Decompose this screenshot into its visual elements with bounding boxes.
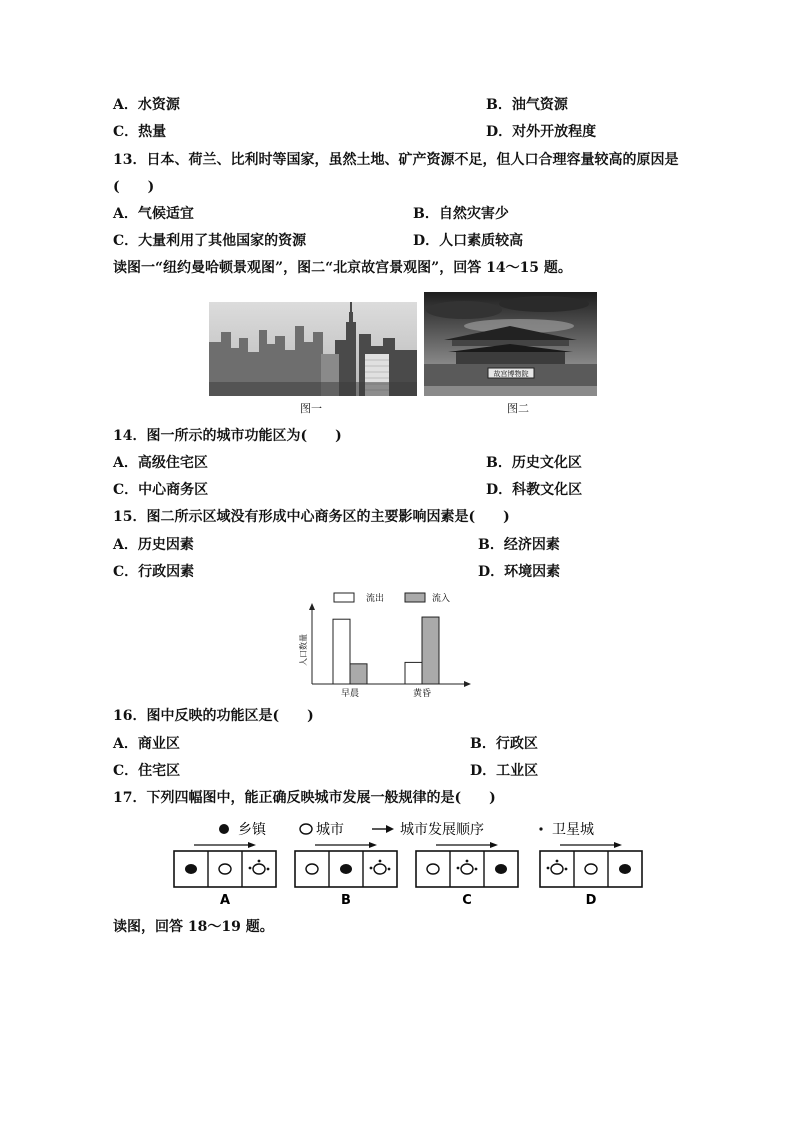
- diagram-d-order-arrowhead: [614, 842, 622, 848]
- q14-option-d: D．科教文化区: [486, 482, 583, 498]
- figure-2-caption: 图二: [507, 402, 529, 415]
- q14-option-b: B．历史文化区: [486, 455, 582, 471]
- diagram-b-satellite-dot-icon: [370, 867, 373, 870]
- legend-satellite-label: 卫星城: [552, 822, 594, 838]
- q12-option-b: B．油气资源: [486, 97, 568, 113]
- diagram-c-order-arrowhead: [490, 842, 498, 848]
- y-axis-arrow: [309, 603, 315, 610]
- q12-option-c: C．热量: [113, 124, 167, 140]
- intro-14-15: 读图一“纽约曼哈顿景观图”，图二“北京故宫景观图”，回答 14～15 题。: [113, 260, 572, 276]
- diagram-c-town-dot-icon: [495, 864, 507, 874]
- legend-swatch-outflow: [334, 593, 354, 602]
- q15-option-b: B．经济因素: [478, 537, 560, 553]
- diagram-d-label: D: [585, 893, 597, 908]
- q17-stem: 17．下列四幅图中，能正确反映城市发展一般规律的是( ): [113, 790, 496, 806]
- diagram-a-satellite-city-icon: [253, 864, 265, 874]
- q13-stem: 13．日本、荷兰、比利时等国家，虽然土地、矿产资源不足，但人口合理容量较高的原因是: [113, 152, 679, 168]
- diagram-a-label: A: [219, 893, 231, 908]
- legend-label-outflow: 流出: [366, 594, 385, 604]
- diagram-a-satellite-dot-icon: [267, 868, 270, 871]
- diagram-c-satellite-dot-icon: [466, 860, 469, 863]
- legend-town-dot-icon: [219, 824, 229, 834]
- diagram-a-city-circle-icon: [219, 864, 231, 874]
- diagram-c-satellite-city-icon: [461, 864, 473, 874]
- q12-option-a: A．水资源: [113, 97, 180, 113]
- diagram-b-satellite-dot-icon: [388, 868, 391, 871]
- diagram-a-town-dot-icon: [185, 864, 197, 874]
- population-flow-chart: [290, 588, 480, 700]
- diagram-b-satellite-city-icon: [374, 864, 386, 874]
- figure-1-caption: 图一: [300, 402, 322, 415]
- q13-option-c: C．大量利用了其他国家的资源: [113, 233, 307, 249]
- legend-city-label: 城市: [316, 822, 344, 838]
- figure-2-palace-photo: [424, 292, 597, 396]
- diagram-c-satellite-dot-icon: [457, 867, 460, 870]
- diagram-d-satellite-city-icon: [551, 864, 563, 874]
- q15-stem: 15．图二所示区域没有形成中心商务区的主要影响因素是( ): [113, 509, 510, 525]
- diagram-b-satellite-dot-icon: [379, 860, 382, 863]
- palace-plaque-text: 故宫博物院: [493, 370, 529, 378]
- q15-option-a: A．历史因素: [113, 537, 194, 553]
- q14-stem: 14．图一所示的城市功能区为( ): [113, 428, 342, 444]
- legend-swatch-inflow: [405, 593, 425, 602]
- intro-18-19: 读图，回答 18～19 题。: [113, 919, 274, 935]
- legend-city-circle-icon: [300, 824, 312, 834]
- q17-urban-development-diagram: [170, 818, 650, 912]
- bar-outflow-morning: [333, 619, 350, 684]
- figure-1-manhattan-photo: [209, 302, 417, 396]
- legend-satellite-dot-icon: [539, 827, 542, 830]
- q13-option-a: A．气候适宜: [113, 206, 194, 222]
- diagram-d-satellite-dot-icon: [565, 868, 568, 871]
- bar-inflow-evening: [422, 617, 439, 684]
- q16-option-b: B．行政区: [470, 736, 538, 752]
- diagram-d-satellite-dot-icon: [547, 867, 550, 870]
- diagram-c-city-circle-icon: [427, 864, 439, 874]
- diagram-c-label: C: [462, 893, 472, 908]
- x-tick-morning: 早晨: [340, 689, 360, 699]
- y-axis-label: 人口数量: [299, 634, 308, 666]
- x-axis-arrow: [464, 681, 471, 687]
- q16-option-c: C．住宅区: [113, 763, 181, 779]
- q14-option-a: A．高级住宅区: [113, 455, 208, 471]
- q16-stem: 16．图中反映的功能区是( ): [113, 708, 314, 724]
- q16-option-a: A．商业区: [113, 736, 180, 752]
- q13-option-b: B．自然灾害少: [413, 206, 509, 222]
- q12-option-d: D．对外开放程度: [486, 124, 597, 140]
- diagram-c-satellite-dot-icon: [475, 868, 478, 871]
- diagram-a-satellite-dot-icon: [249, 867, 252, 870]
- diagram-a-order-arrowhead: [248, 842, 256, 848]
- diagram-d-town-dot-icon: [619, 864, 631, 874]
- q13-answer-paren: ( ): [113, 179, 155, 195]
- diagram-b-city-circle-icon: [306, 864, 318, 874]
- bar-inflow-morning: [350, 664, 367, 684]
- x-tick-evening: 黄昏: [412, 689, 432, 699]
- legend-order-label: 城市发展顺序: [400, 822, 484, 838]
- q15-option-c: C．行政因素: [113, 564, 195, 580]
- diagram-b-label: B: [341, 893, 351, 908]
- diagram-d-satellite-dot-icon: [556, 860, 559, 863]
- diagram-d-city-circle-icon: [585, 864, 597, 874]
- legend-label-inflow: 流入: [432, 594, 451, 604]
- diagram-b-order-arrowhead: [369, 842, 377, 848]
- legend-town-label: 乡镇: [238, 822, 266, 838]
- q16-option-d: D．工业区: [470, 763, 539, 779]
- diagram-b-town-dot-icon: [340, 864, 352, 874]
- q14-option-c: C．中心商务区: [113, 482, 209, 498]
- diagram-a-satellite-dot-icon: [258, 860, 261, 863]
- q15-option-d: D．环境因素: [478, 564, 561, 580]
- q13-option-d: D．人口素质较高: [413, 233, 524, 249]
- bar-outflow-evening: [405, 662, 422, 684]
